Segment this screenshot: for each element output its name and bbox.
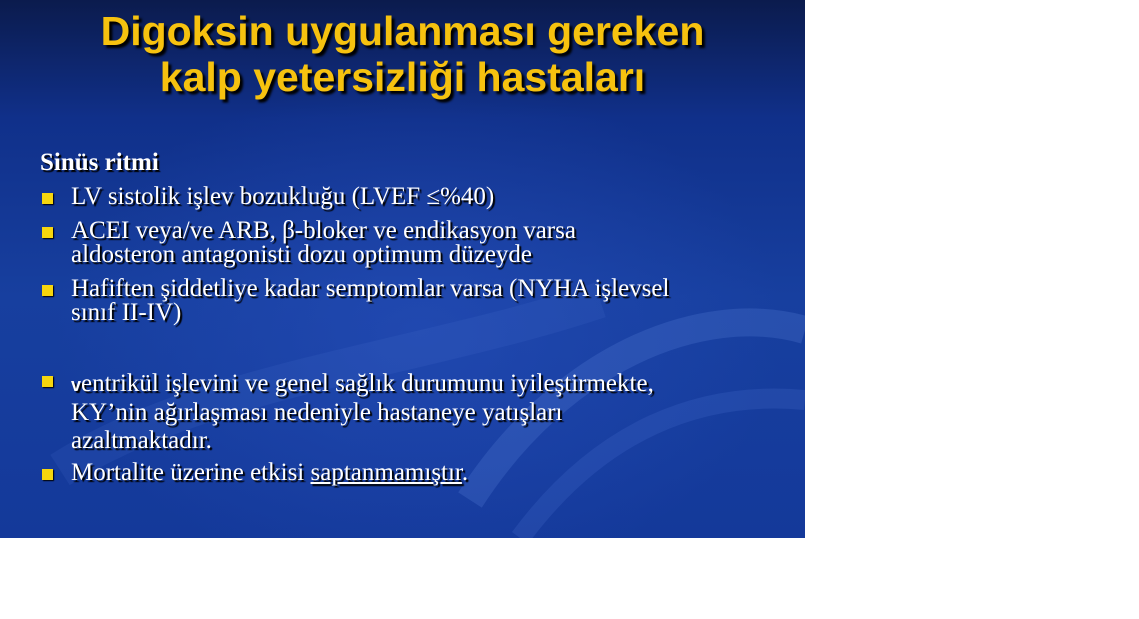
bullet-prefix: Mortalite üzerine etkisi (71, 459, 311, 486)
title-line-1: Digoksin uygulanması gereken (100, 8, 705, 54)
title-line-2: kalp yetersizliği hastaları (159, 54, 646, 100)
bullet-line: KY’nin ağırlaşması nedeniyle hastaneye yatışları (71, 399, 563, 426)
section-heading: Sinüs ritmi (40, 149, 159, 176)
bullet-suffix: . (461, 459, 469, 486)
bullet-square-icon (42, 376, 53, 387)
bullet-square-icon (42, 469, 53, 480)
bullet-first-letter: v (71, 375, 82, 395)
bullet-line: LV sistolik işlev bozukluğu (LVEF ≤%40) (71, 183, 495, 210)
bullet-line: sınıf II-IV) (71, 299, 182, 326)
bullet-line: ACEI veya/ve ARB, β-bloker ve endikasyon varsa (71, 217, 576, 244)
bullet-line: entrikül işlevini ve genel sağlık durumunu iyileştirmekte, (81, 370, 654, 397)
underlined-term: saptanmamıştır (310, 459, 462, 486)
bullet-square-icon (42, 193, 53, 204)
bullet-line: aldosteron antagonisti dozu optimum düzeyde (71, 241, 533, 268)
bullet-line: azaltmaktadır. (71, 427, 212, 454)
bullet-square-icon (42, 227, 53, 238)
bullet-square-icon (42, 285, 53, 296)
bullet-line: Hafiften şiddetliye kadar semptomlar varsa (NYHA işlevsel (71, 275, 670, 302)
slide-title (0, 8, 805, 100)
